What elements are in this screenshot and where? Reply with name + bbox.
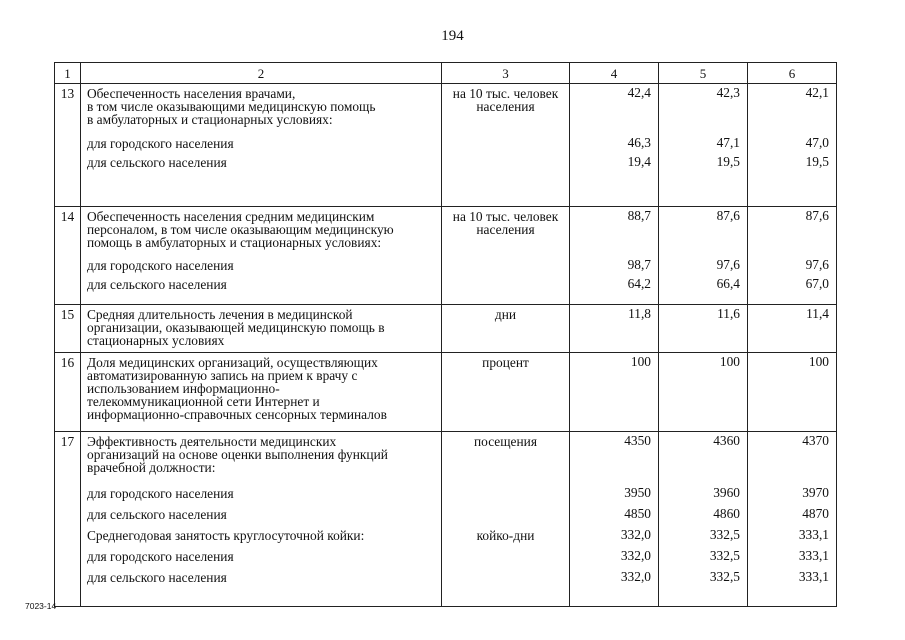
description-line: телекоммуникационной сети Интернет и	[87, 394, 320, 409]
header-cell: 6	[748, 63, 837, 84]
indicator-subitem	[87, 156, 441, 169]
description-line: организаций на основе оценки выполнения функций	[87, 447, 388, 462]
indicator-title	[87, 210, 441, 249]
unit-text: койко-дни	[476, 528, 535, 543]
indicator-subitem	[87, 508, 441, 521]
header-cell: 1	[55, 63, 81, 84]
unit-text: на 10 тыс. человек	[452, 86, 559, 101]
description-line: для городского населения	[87, 486, 234, 501]
value: 332,5	[709, 548, 740, 563]
value: 67,0	[805, 276, 829, 291]
value: 11,4	[806, 306, 829, 321]
value-cell-col6	[748, 353, 837, 432]
page-number: 194	[441, 28, 464, 44]
description-line: для городского населения	[87, 258, 234, 273]
value: 87,6	[805, 208, 829, 223]
value-cell-col4	[570, 353, 659, 432]
description-line: для сельского населения	[87, 277, 227, 292]
value-cell-col6	[748, 207, 837, 305]
value: 19,5	[716, 154, 740, 169]
row-index: 17	[55, 432, 81, 607]
value-cell-col6	[748, 305, 837, 353]
value: 4860	[713, 506, 740, 521]
indicator-description	[81, 305, 442, 353]
value: 47,0	[805, 135, 829, 150]
unit-text	[442, 508, 569, 521]
value-cell-col5	[659, 432, 748, 607]
value: 4850	[624, 506, 651, 521]
value: 4870	[802, 506, 829, 521]
value-cell-col4	[570, 432, 659, 607]
indicator-subitem	[87, 571, 441, 584]
unit-cell	[442, 84, 570, 207]
description-line: стационарных условиях	[87, 333, 225, 348]
description-line: использованием информационно-	[87, 381, 280, 396]
value: 11,8	[628, 306, 651, 321]
row-index: 15	[55, 305, 81, 353]
value-cell-col6	[748, 84, 837, 207]
description-line: Обеспеченность населения врачами,	[87, 86, 296, 101]
value: 3950	[624, 485, 651, 500]
value: 64,2	[627, 276, 651, 291]
unit-text: на 10 тыс. человек	[452, 209, 559, 224]
indicator-subitem	[87, 137, 441, 150]
value: 42,3	[716, 85, 740, 100]
value: 11,6	[717, 306, 740, 321]
value: 4370	[802, 433, 829, 448]
description-line: информационно-справочных сенсорных терминалов	[87, 407, 387, 422]
unit-text	[442, 550, 569, 563]
value: 3970	[802, 485, 829, 500]
indicator-description	[81, 207, 442, 305]
value: 333,1	[798, 527, 829, 542]
description-line: для городского населения	[87, 549, 234, 564]
value-cell-col6	[748, 432, 837, 607]
value: 333,1	[798, 569, 829, 584]
unit-cell	[442, 432, 570, 607]
value: 97,6	[716, 257, 740, 272]
value-cell-col5	[659, 305, 748, 353]
value: 98,7	[627, 257, 651, 272]
value: 332,5	[709, 569, 740, 584]
unit-text: населения	[476, 222, 535, 237]
value: 97,6	[805, 257, 829, 272]
header-cell: 3	[442, 63, 570, 84]
row-index: 13	[55, 84, 81, 207]
value: 100	[808, 354, 829, 369]
description-line: Эффективность деятельности медицинских	[87, 434, 337, 449]
value-cell-col4	[570, 84, 659, 207]
indicator-subitem	[87, 259, 441, 272]
indicator-description	[81, 432, 442, 607]
value: 332,0	[620, 569, 651, 584]
indicator-subitem	[87, 487, 441, 500]
unit-cell	[442, 207, 570, 305]
table-row	[55, 353, 837, 432]
description-line: для сельского населения	[87, 507, 227, 522]
value: 46,3	[627, 135, 651, 150]
unit-cell	[442, 305, 570, 353]
description-line: для сельского населения	[87, 155, 227, 170]
description-line: Среднегодовая занятость круглосуточной койки:	[87, 528, 365, 543]
unit-text	[442, 487, 569, 500]
description-line: для сельского населения	[87, 570, 227, 585]
value: 3960	[713, 485, 740, 500]
unit-cell	[442, 353, 570, 432]
unit-text: дни	[494, 307, 517, 322]
description-line: Средняя длительность лечения в медицинской	[87, 307, 353, 322]
value: 42,1	[805, 85, 829, 100]
indicator-description	[81, 84, 442, 207]
value: 100	[719, 354, 740, 369]
value: 333,1	[798, 548, 829, 563]
indicators-table	[54, 62, 837, 607]
value: 47,1	[716, 135, 740, 150]
value: 42,4	[627, 85, 651, 100]
table-row	[55, 305, 837, 353]
description-line: организации, оказывающей медицинскую помощь в	[87, 320, 385, 335]
table-row	[55, 432, 837, 607]
value: 332,0	[620, 527, 651, 542]
description-line: Обеспеченность населения средним медицинским	[87, 209, 375, 224]
value: 88,7	[627, 208, 651, 223]
table-row	[55, 84, 837, 207]
description-line: врачебной должности:	[87, 460, 216, 475]
indicator-subitem	[87, 529, 441, 542]
value: 87,6	[716, 208, 740, 223]
footer-code: 7023-14	[25, 601, 57, 611]
value: 100	[630, 354, 651, 369]
indicator-title	[87, 356, 441, 421]
header-cell: 5	[659, 63, 748, 84]
description-line: для городского населения	[87, 136, 234, 151]
indicator-title	[87, 87, 441, 126]
indicator-subitem	[87, 278, 441, 291]
indicator-description	[81, 353, 442, 432]
description-line: персоналом, в том числе оказывающим медицинскую	[87, 222, 394, 237]
value: 4360	[713, 433, 740, 448]
description-line: Доля медицинских организаций, осуществляющих	[87, 355, 378, 370]
indicator-subitem	[87, 550, 441, 563]
value: 4350	[624, 433, 651, 448]
value: 332,0	[620, 548, 651, 563]
row-index: 16	[55, 353, 81, 432]
header-cell: 4	[570, 63, 659, 84]
indicator-title	[87, 308, 441, 347]
header-row	[55, 63, 837, 84]
indicator-title	[87, 435, 441, 474]
unit-text: населения	[476, 99, 535, 114]
value: 19,5	[805, 154, 829, 169]
value: 66,4	[716, 276, 740, 291]
description-line: в том числе оказывающими медицинскую помощь	[87, 99, 376, 114]
value-cell-col4	[570, 305, 659, 353]
unit-text: посещения	[474, 434, 537, 449]
unit-text: процент	[482, 355, 529, 370]
table-row	[55, 207, 837, 305]
description-line: в амбулаторных и стационарных условиях:	[87, 112, 333, 127]
value: 332,5	[709, 527, 740, 542]
row-index: 14	[55, 207, 81, 305]
value-cell-col5	[659, 207, 748, 305]
unit-text	[442, 571, 569, 584]
value-cell-col5	[659, 353, 748, 432]
value-cell-col5	[659, 84, 748, 207]
value: 19,4	[627, 154, 651, 169]
header-cell: 2	[81, 63, 442, 84]
value-cell-col4	[570, 207, 659, 305]
description-line: автоматизированную запись на прием к врачу с	[87, 368, 358, 383]
description-line: помощь в амбулаторных и стационарных условиях:	[87, 235, 382, 250]
